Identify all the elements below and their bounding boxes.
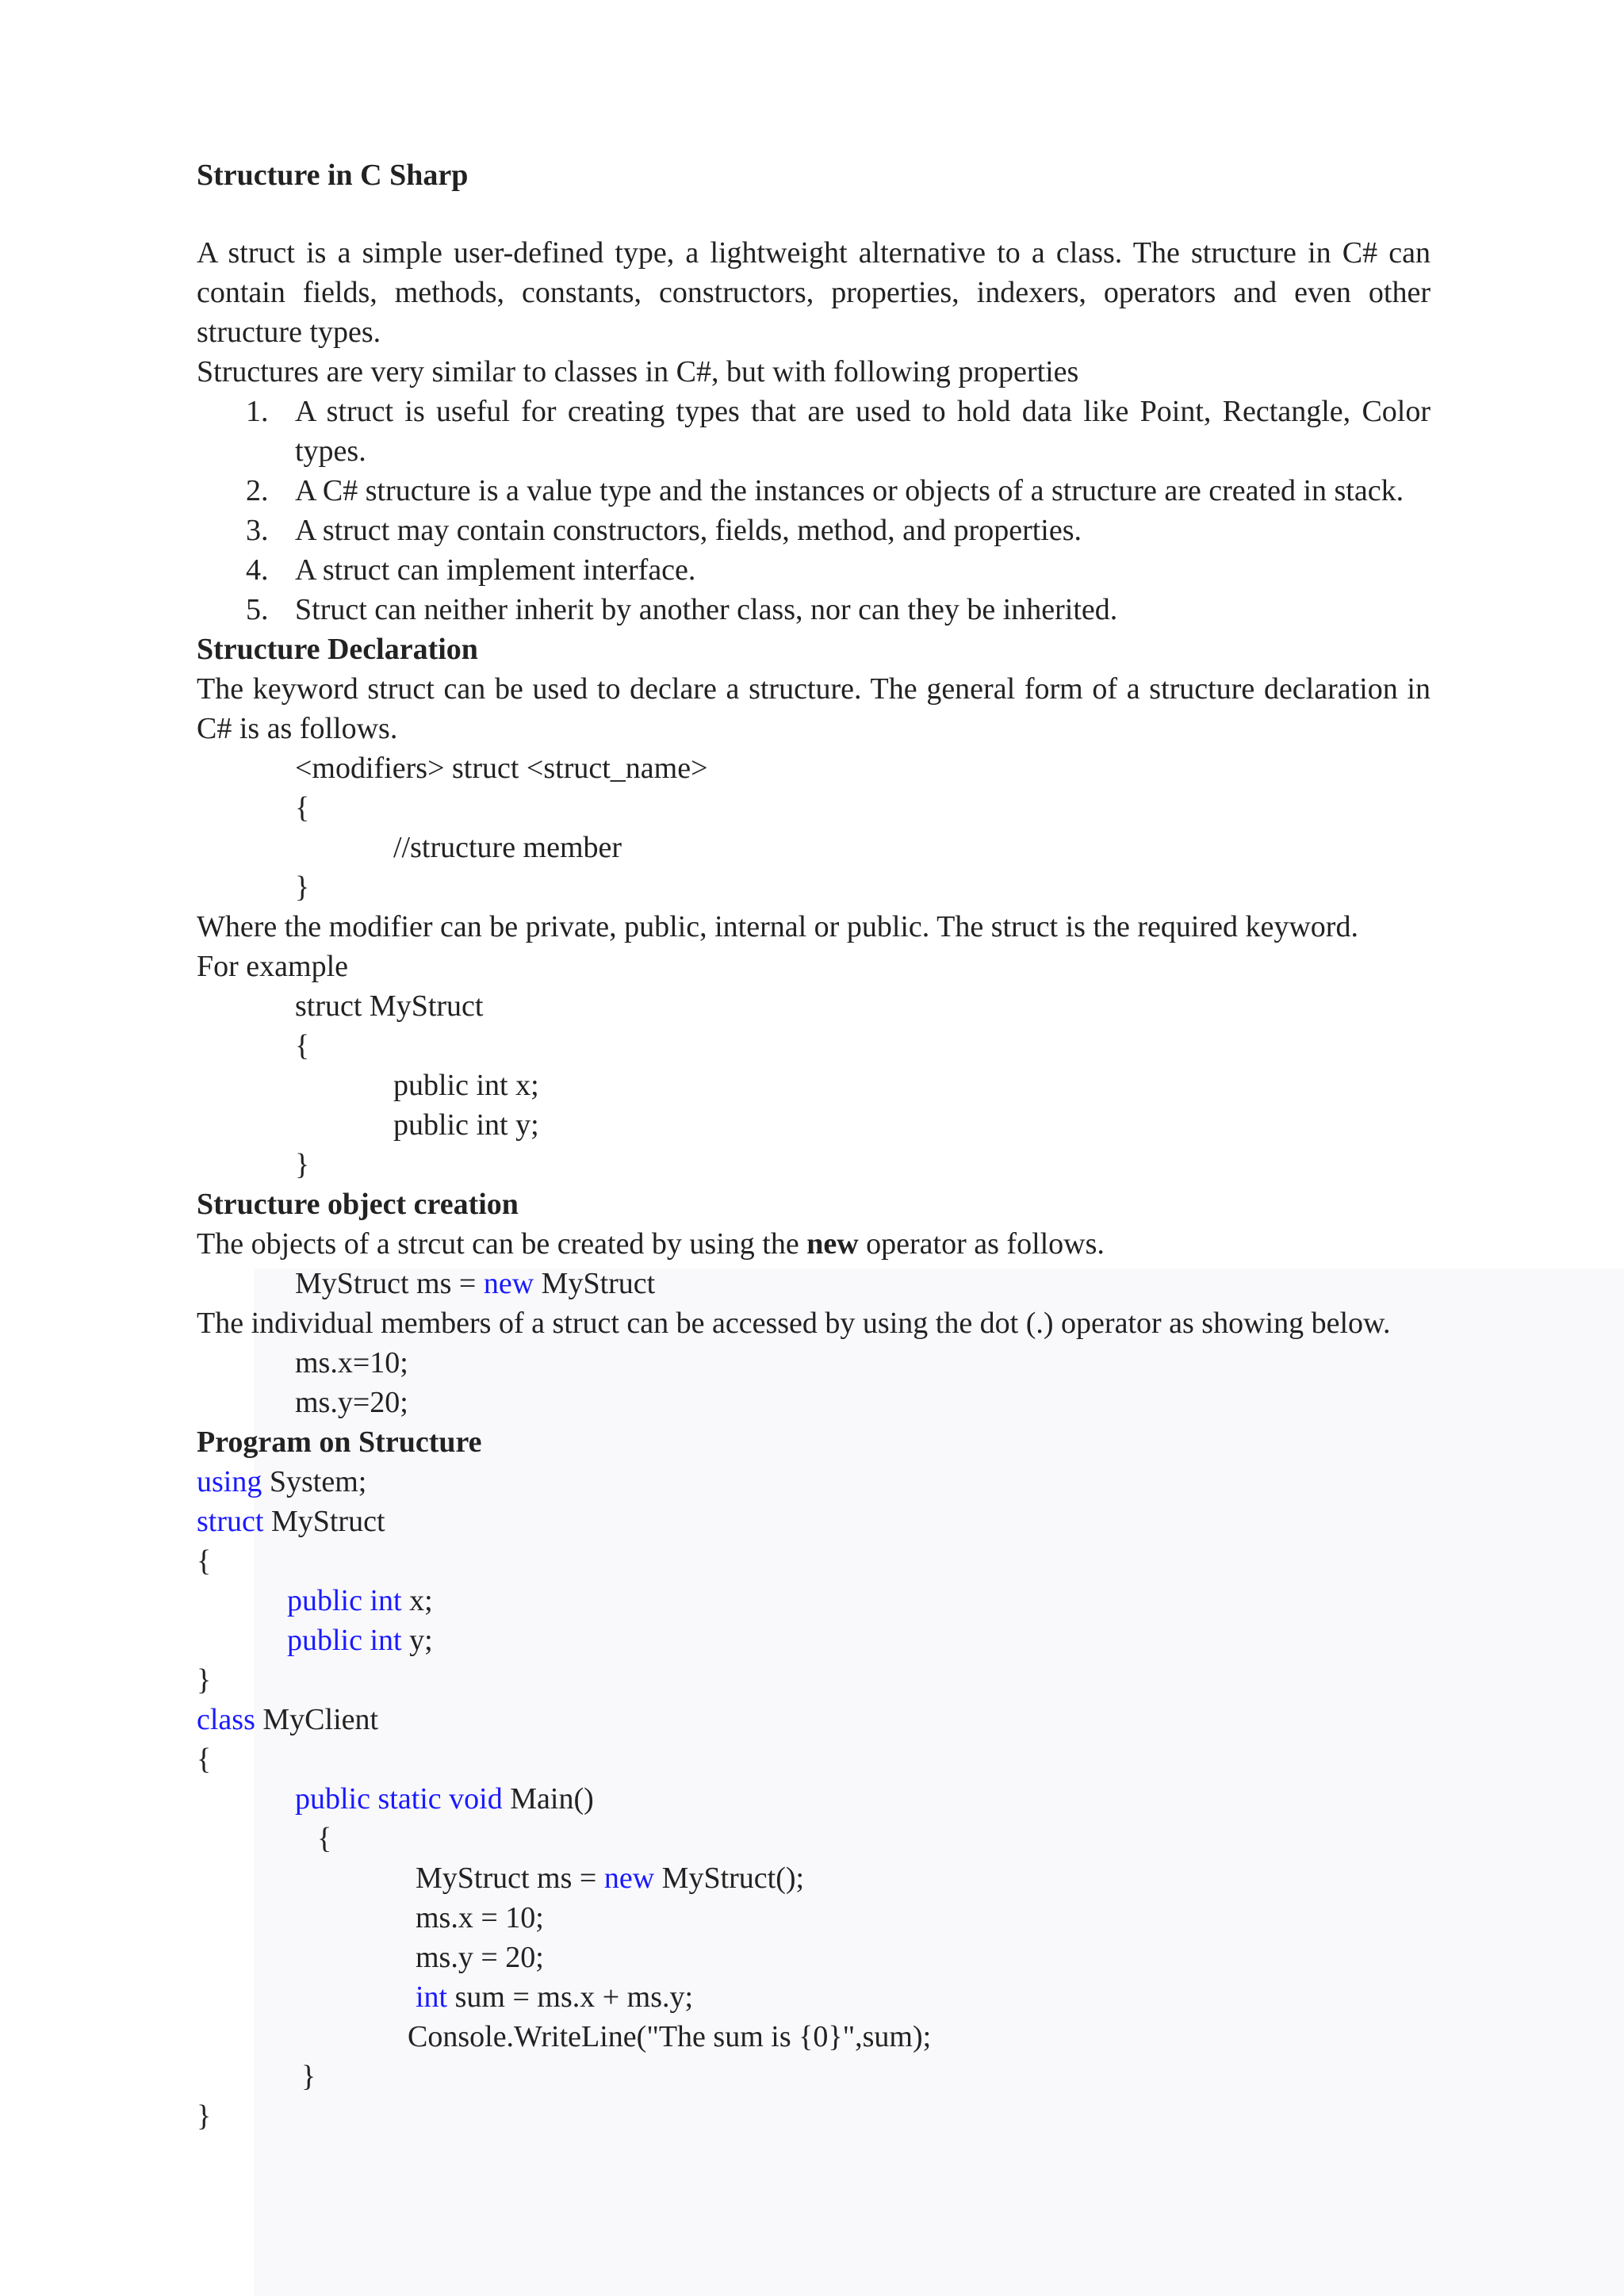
keyword: int	[416, 1980, 448, 2014]
list-item	[197, 511, 1431, 550]
intro-paragraph: A struct is a simple user-defined type, a lightweight alternative to a class. The structure in C# can contain fields, methods, constants, constructors, properties, indexers, operators and even other structure types.	[197, 236, 1431, 349]
list-text: A struct is useful for creating types that are used to hold data like Point, Rectangle, Color types.	[295, 395, 1431, 468]
code-line: }	[197, 2099, 212, 2133]
code-line: }	[295, 1148, 310, 1181]
program-code	[197, 1462, 1431, 2136]
declaration-heading: Structure Declaration	[197, 633, 478, 666]
keyword: class	[197, 1703, 255, 1736]
code-line: public int y;	[287, 1624, 433, 1657]
code-line: {	[197, 1544, 212, 1578]
list-number: 4.	[246, 553, 269, 587]
code-line: MyStruct ms = new MyStruct();	[416, 1862, 805, 1895]
code-line: public int y;	[393, 1108, 539, 1142]
code-line: using System;	[197, 1465, 367, 1498]
list-item	[197, 590, 1431, 629]
code-line: MyStruct ms = new MyStruct	[295, 1267, 656, 1300]
creation-text: The objects of a strcut can be created by using the new operator as follows.	[197, 1227, 1105, 1261]
keyword: public	[287, 1624, 362, 1657]
code-line: public static void Main()	[295, 1782, 594, 1816]
code-line: public int x;	[393, 1069, 539, 1102]
code-line: {	[295, 1029, 310, 1062]
keyword: using	[197, 1465, 262, 1498]
code-line: ms.x=10;	[295, 1346, 408, 1380]
code-line: }	[295, 871, 310, 904]
list-number: 3.	[246, 514, 269, 547]
list-number: 1.	[246, 395, 269, 428]
code-line: class MyClient	[197, 1703, 379, 1736]
code-line: ms.x = 10;	[416, 1901, 544, 1934]
list-item	[197, 471, 1431, 511]
code-line: ms.y=20;	[295, 1386, 408, 1419]
properties-list	[197, 392, 1431, 629]
code-line: struct MyStruct	[295, 989, 484, 1023]
creation-heading: Structure object creation	[197, 1188, 519, 1221]
code-line: int sum = ms.x + ms.y;	[416, 1980, 694, 2014]
keyword: public	[287, 1584, 362, 1617]
intro-paragraph-2: Structures are very similar to classes in C#, but with following properties	[197, 355, 1079, 388]
modifier-text: Where the modifier can be private, public, internal or public. The struct is the required keyword.	[197, 910, 1358, 943]
code-line: public int x;	[287, 1584, 433, 1617]
declaration-text: The keyword struct can be used to declare a structure. The general form of a structure declaration in C# is as follows.	[197, 672, 1431, 745]
keyword: new	[603, 1862, 655, 1895]
list-text: Struct can neither inherit by another class, nor can they be inherited.	[295, 593, 1118, 626]
code-line: {	[317, 1822, 332, 1855]
document-body	[197, 155, 1431, 2136]
new-keyword-bold: new	[806, 1227, 859, 1261]
keyword: new	[483, 1267, 534, 1300]
list-text: A C# structure is a value type and the instances or objects of a structure are created in stack.	[295, 474, 1404, 507]
list-item	[197, 550, 1431, 590]
code-line: {	[295, 791, 310, 825]
code-line: <modifiers> struct <struct_name>	[295, 752, 708, 785]
program-heading: Program on Structure	[197, 1425, 482, 1459]
list-number: 2.	[246, 474, 269, 507]
code-line: }	[301, 2060, 316, 2093]
code-line: struct MyStruct	[197, 1505, 385, 1538]
code-line: //structure member	[393, 831, 622, 864]
list-text: A struct may contain constructors, fields, method, and properties.	[295, 514, 1082, 547]
code-line: }	[197, 1663, 212, 1697]
access-text: The individual members of a struct can be accessed by using the dot (.) operator as showing below.	[197, 1307, 1391, 1340]
page-title: Structure in C Sharp	[197, 159, 469, 192]
list-text: A struct can implement interface.	[295, 553, 696, 587]
keyword: public static void	[295, 1782, 503, 1816]
code-line: ms.y = 20;	[416, 1941, 544, 1974]
code-line: {	[197, 1743, 212, 1776]
list-number: 5.	[246, 593, 269, 626]
keyword: int	[370, 1584, 402, 1617]
code-line: Console.WriteLine("The sum is {0}",sum);	[408, 2020, 932, 2053]
keyword: struct	[197, 1505, 264, 1538]
keyword: int	[370, 1624, 402, 1657]
example-label: For example	[197, 950, 349, 983]
list-item	[197, 392, 1431, 471]
